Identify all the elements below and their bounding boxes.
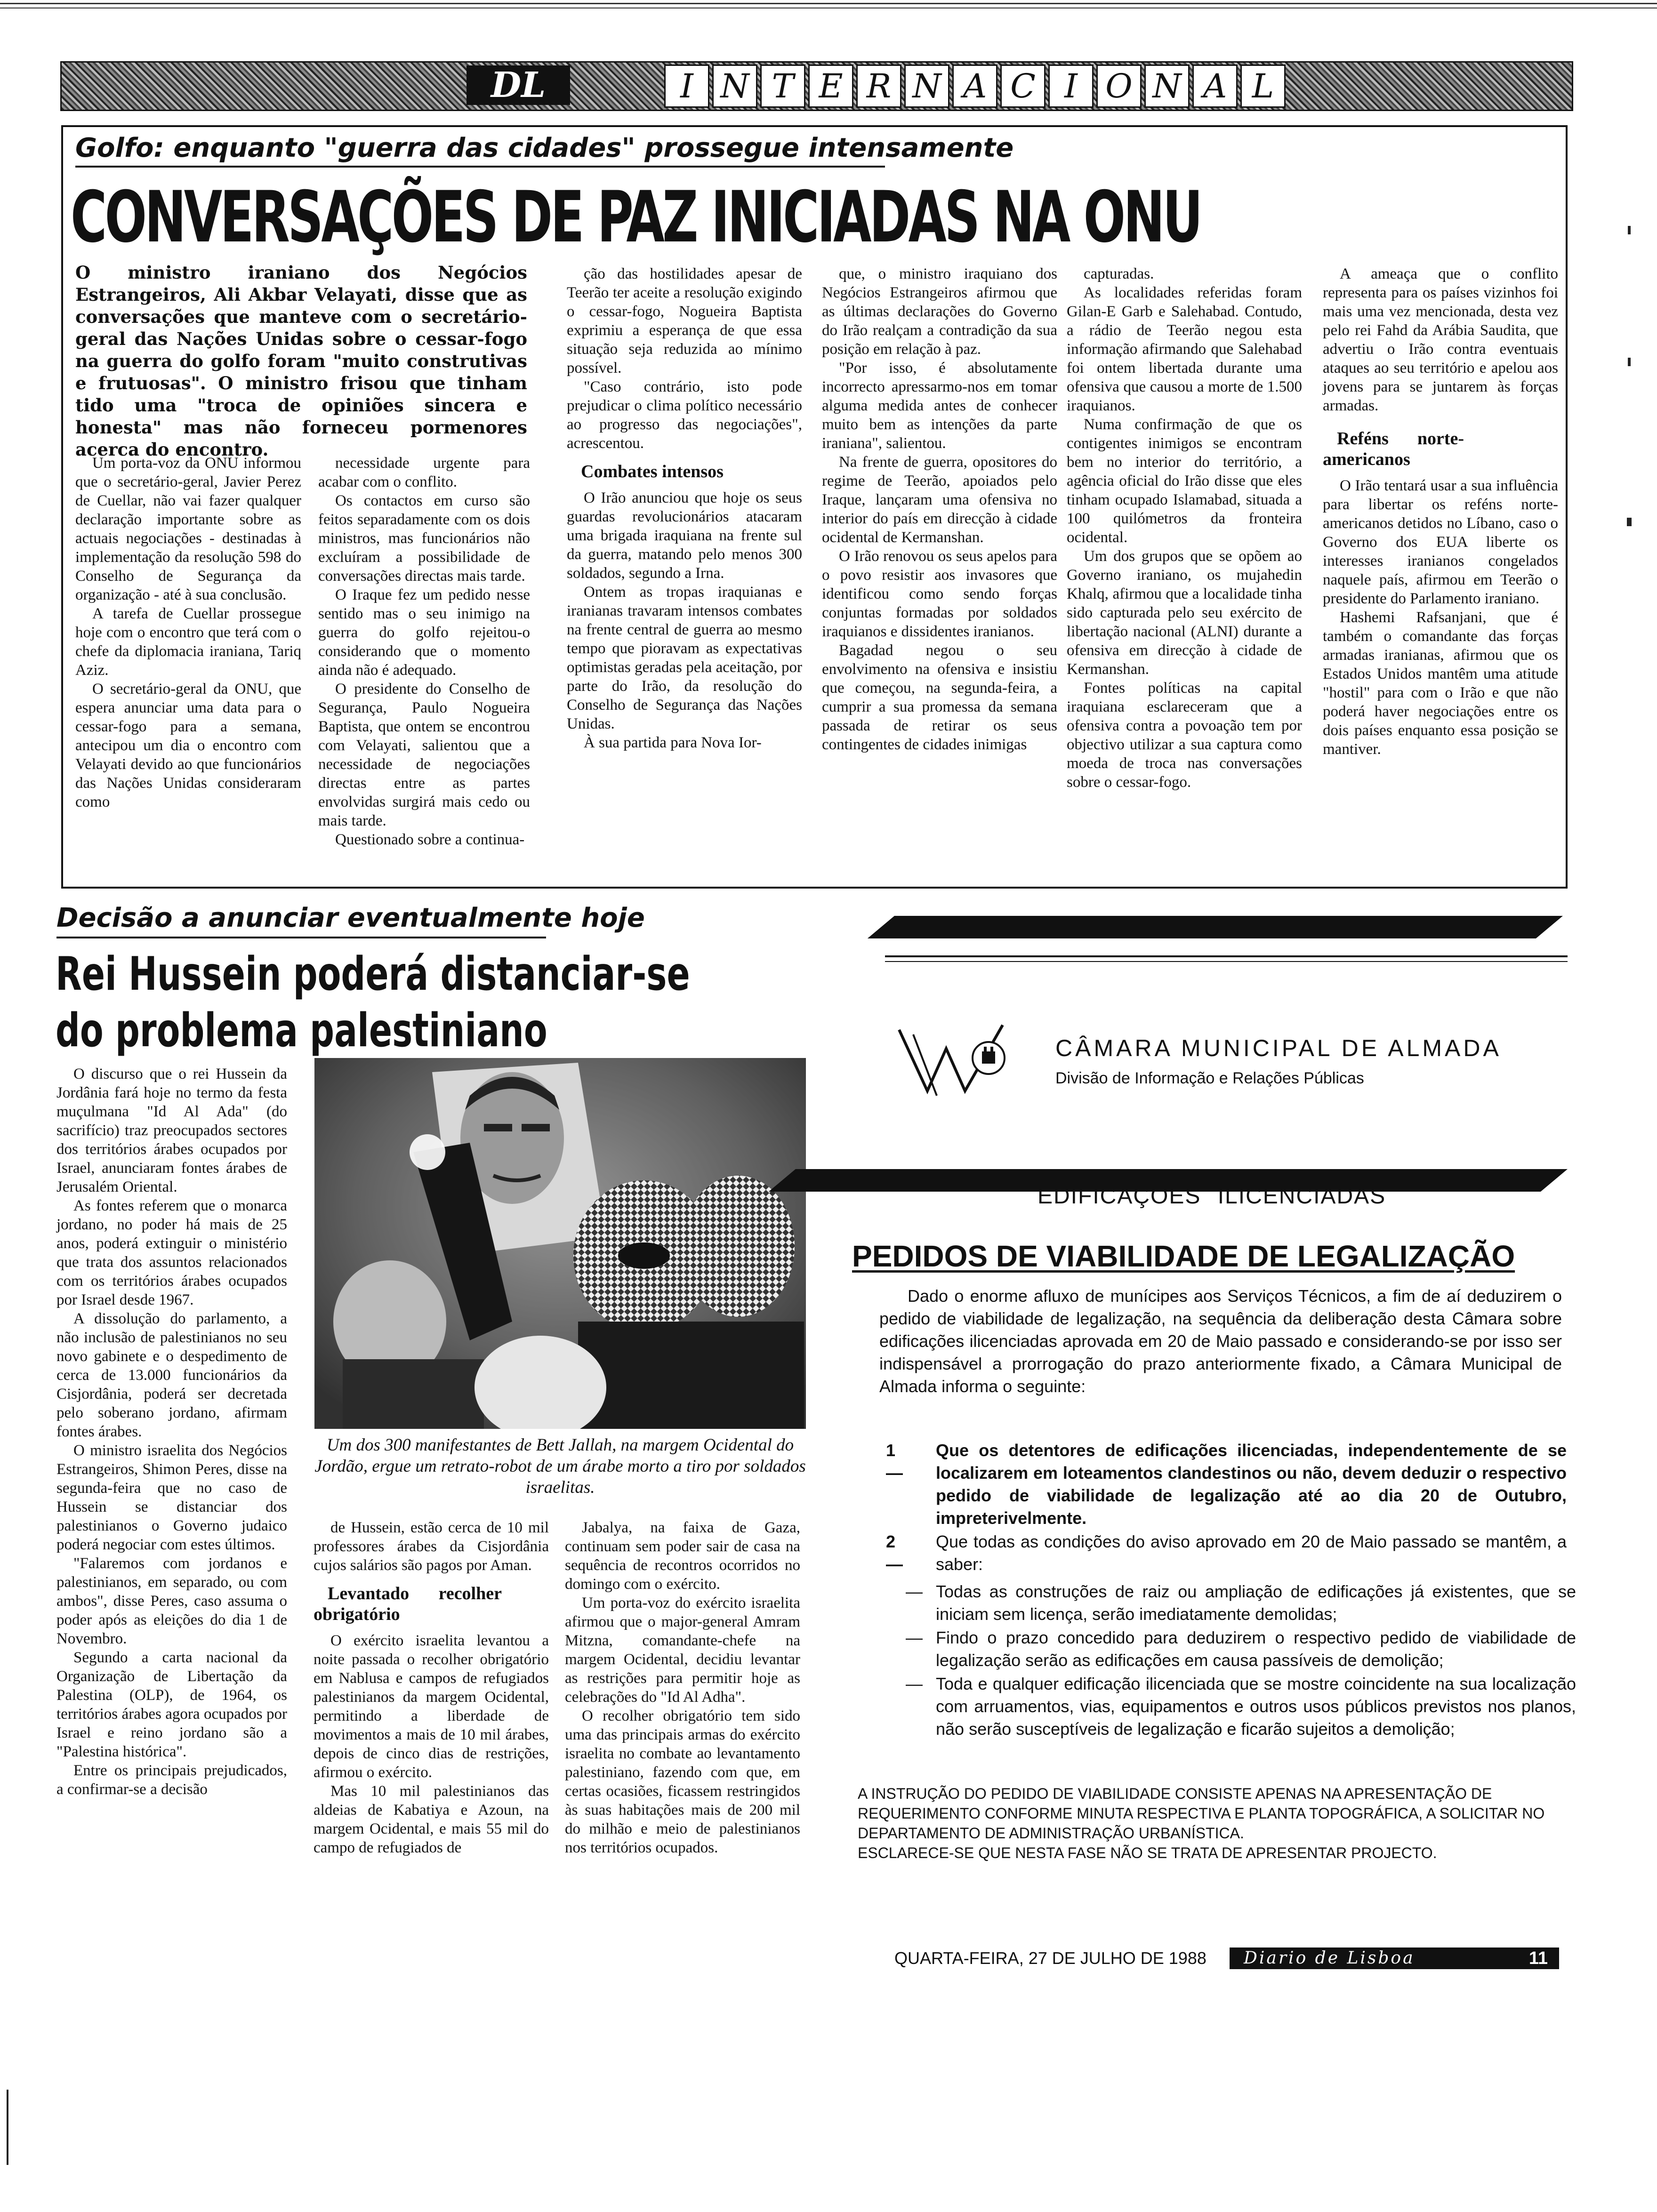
page-number: 11 xyxy=(1528,1948,1548,1968)
section-letter: I xyxy=(664,64,709,108)
paragraph: Bagadad negou o seu envolvimento na ofensiva e insistiu que começou, na segunda-feira, a cumprir a sua promessa da semana passada de retirar os seus contingentes de cidades inimigas xyxy=(822,642,1057,753)
paragraph: O secretário-geral da ONU, que espera anunciar uma data para o cessar-fogo para a semana, antecipou um dia o encontro com Velayati devido ao que funcionários das Nações Unidas consideraram como xyxy=(75,681,301,810)
article2-kicker: Decisão a anunciar eventualmente hoje xyxy=(56,903,645,933)
section-letter: R xyxy=(856,64,901,108)
paragraph: Hashemi Rafsanjani, que é também o comandante das forças armadas iranianas, afirmou que os Estados Unidos mantêm uma atitude "hostil" para com o Irão e que não poderá haver negociações entre os dois países enquanto essa posição se mantiver. xyxy=(1323,609,1558,758)
subitem-text: Toda e qualquer edificação ilicenciada que se mostre coincidente na sua localização com arruamentos, vias, equipamentos e outros usos públicos previstos nos planos, não serão susceptíveis de legalização e ficarão sujeitos a demolição; xyxy=(936,1674,1576,1739)
article2-headline xyxy=(56,946,690,1059)
paragraph: "Por isso, é absolutamente incorrecto apressarmo-nos em tomar alguma medida antes de conhecer muito bem as intenções da parte iraniana", salientou. xyxy=(822,360,1057,452)
ad-note-text: A INSTRUÇÃO DO PEDIDO DE VIABILIDADE CONSISTE APENAS NA APRESENTAÇÃO DE REQUERIMENTO CONFORME MINUTA RESPECTIVA E PLANTA TOPOGRÁFICA, A SOLICITAR NO DEPARTAMENTO DE ADMINISTRAÇÃO URBANÍSTICA. xyxy=(858,1785,1545,1842)
paragraph: Questionado sobre a continua- xyxy=(335,831,525,848)
dash: — xyxy=(906,1674,923,1693)
ad-kicker: EDIFICAÇÕES ILICENCIADAS xyxy=(1038,1184,1386,1209)
scan-speck xyxy=(1627,518,1632,526)
paragraph: capturadas. xyxy=(1084,265,1154,282)
article1-kicker: Golfo: enquanto "guerra das cidades" prossegue intensamente xyxy=(75,133,1014,163)
ad-organization: CÂMARA MUNICIPAL DE ALMADA xyxy=(1055,1035,1502,1061)
paragraph: Jabalya, na faixa de Gaza, continuam sem poder sair de casa na sequência de recontros ocorridos no domingo com o exército. xyxy=(565,1519,800,1593)
paragraph: O Irão anunciou que hoje os seus guardas revolucionários atacaram uma brigada iraquiana na frente sul da guerra, matando pelo menos 300 soldados, segundo a Irna. xyxy=(567,489,802,582)
ad-division: Divisão de Informação e Relações Públicas xyxy=(1055,1069,1364,1087)
paragraph: O presidente do Conselho de Segurança, Paulo Nogueira Baptista, que ontem se encontrou com Velayati, salientou que a necessidade de negociações directas entre as partes envolvidas surgirá mais cedo ou mais tarde. xyxy=(318,681,530,829)
paragraph: O Iraque fez um pedido nesse sentido mas o seu inimigo na guerra do golfo rejeitou-o considerando que o momento ainda não é adequado. xyxy=(318,586,530,679)
paragraph: Entre os principais prejudicados, a confirmar-se a decisão xyxy=(56,1762,287,1798)
paragraph: ção das hostilidades apesar de Teerão ter aceite a resolução exigindo o cessar-fogo, Nogueira Baptista exprimiu a esperança de que essa situação seja reduzida ao mínimo possível. xyxy=(567,265,802,377)
section-letter: L xyxy=(1240,64,1286,108)
paragraph: O ministro israelita dos Negócios Estrangeiros, Shimon Peres, disse na segunda-feira que no caso de Hussein se distanciar dos palestinianos o Governo judaico poderá negociar com estes últimos. xyxy=(56,1442,287,1553)
subhead-combates: Combates intensos xyxy=(581,462,724,481)
paragraph: Na frente de guerra, opositores do regime de Teerão, apoiados pelo Iraque, lançaram uma ofensiva no interior do país em direcção à cidade ocidental de Kermanshan. xyxy=(822,454,1057,546)
section-letter: C xyxy=(1000,64,1046,108)
article1-col5 xyxy=(1067,264,1302,792)
section-letter: I xyxy=(1048,64,1094,108)
section-letter: A xyxy=(952,64,997,108)
article1-col6 xyxy=(1323,264,1558,759)
section-letter: E xyxy=(808,64,853,108)
section-letter: T xyxy=(760,64,805,108)
article1-col3 xyxy=(567,264,802,752)
paragraph: "Caso contrário, isto pode prejudicar o clima político necessário ao progresso das negociações", acrescentou. xyxy=(567,378,802,452)
almada-crest-icon xyxy=(894,1020,1007,1105)
paragraph: Um porta-voz do exército israelita afirmou que o major-general Amram Mitzna, comandante-chefe na margem Ocidental, decidiu levantar as restrições para permitir hoje as celebrações do "Id Al Adha". xyxy=(565,1595,800,1706)
paragraph: O exército israelita levantou a noite passada o recolher obrigatório em Nablusa e campos de refugiados palestinianos da margem Ocidental, permitindo a liberdade de movimentos a mais de 10 mil árabes, depois de cinco dias de restrições, afirmou o exército. xyxy=(314,1632,549,1781)
article1-col4 xyxy=(822,264,1057,754)
paragraph: O recolher obrigatório tem sido uma das principais armas do exército israelita no combate ao levantamento palestiniano, fazendo com que, em certas ocasiões, ficassem restringidos às suas habitações mais de 200 mil do milhão e meio de palestinianos nos territórios ocupados. xyxy=(565,1707,800,1856)
section-letter: O xyxy=(1096,64,1142,108)
scan-speck xyxy=(1628,358,1631,366)
top-rule xyxy=(0,3,1657,4)
headline-line: Rei Hussein poderá distanciar-se xyxy=(56,947,690,1001)
ad-decor-line xyxy=(885,955,1568,957)
paragraph: necessidade urgente para acabar com o conflito. xyxy=(318,455,530,490)
footer-bar xyxy=(1230,1948,1559,1969)
scan-speck xyxy=(7,2090,8,2165)
item-number: 2 — xyxy=(886,1532,903,1574)
paragraph: Mas 10 mil palestinianos das aldeias de Kabatiya e Azoun, na margem Ocidental, e mais 55 mil do campo de refugiados de xyxy=(314,1783,549,1856)
paragraph: Os contactos em curso são feitos separadamente com os dois ministros, mas funcionários não excluíram a possibilidade de conversações directas mais tarde. xyxy=(318,492,530,585)
kicker-rule xyxy=(75,166,885,168)
paragraph: de Hussein, estão cerca de 10 mil professores árabes da Cisjordânia cujos salários são pagos por Aman. xyxy=(314,1519,549,1574)
paragraph: O Irão renovou os seus apelos para o povo resistir aos invasores que identificou como sendo forças conjuntas formadas por soldados iraquianos e dissidentes iranianos. xyxy=(822,548,1057,640)
ad-note-text: ESCLARECE-SE QUE NESTA FASE NÃO SE TRATA DE APRESENTAR PROJECTO. xyxy=(858,1844,1437,1861)
paragraph: O Irão tentará usar a sua influência para libertar os reféns norte-americanos detidos no Líbano, caso o Governo dos EUA liberte os interesses iranianos congelados naquele país, afirmou em Teerão o presidente do Parlamento iraniano. xyxy=(1323,477,1558,607)
article2-colA xyxy=(56,1065,287,1799)
section-title xyxy=(664,64,1288,108)
newspaper-logo: DL xyxy=(467,65,570,105)
kicker-rule xyxy=(56,937,546,938)
item-number: 1 — xyxy=(886,1441,903,1483)
article2-colC xyxy=(565,1518,800,1857)
ad-intro: Dado o enorme afluxo de munícipes aos Serviços Técnicos, a fim de aí deduzirem o pedido de viabilidade de legalização, na sequência da deliberação desta Câmara sobre edificações ilicenciadas aprovada em 20 de Maio passado e considerando-se por isso ser indispensável a prorrogação do prazo anteriormente fixado, a Câmara Municipal de Almada informa o seguinte: xyxy=(879,1286,1562,1396)
paragraph: Ontem as tropas iraquianas e iranianas travaram intensos combates na frente central de guerra ao mesmo tempo que pioravam as expectativas optimistas geradas pela aceitação, por parte do Irão, da resolução do Conselho de Segurança das Nações Unidas. xyxy=(567,584,802,732)
section-letter: A xyxy=(1192,64,1238,108)
scan-speck xyxy=(1628,226,1631,234)
dash: — xyxy=(906,1628,923,1647)
ad-note xyxy=(858,1784,1564,1863)
paragraph: As localidades referidas foram Gilan-E Garb e Salehabad. Contudo, a rádio de Teerão negou esta informação afirmando que Salehabad foi ontem libertada durante uma ofensiva que causou a morte de 1.500 iraquianos. xyxy=(1067,284,1302,414)
footer-date: QUARTA-FEIRA, 27 DE JULHO DE 1988 xyxy=(894,1948,1207,1968)
paragraph: Um porta-voz da ONU informou que o secretário-geral, Javier Perez de Cuellar, não vai fazer qualquer declaração importante sobre as actuais negociações - destinadas à implementação da resolução 598 do Conselho de Segurança da organização - até à sua conclusão. xyxy=(75,455,301,603)
news-photo xyxy=(314,1058,806,1429)
subhead-refens: Reféns norte-americanos xyxy=(1323,429,1464,469)
paragraph: O discurso que o rei Hussein da Jordânia fará hoje no termo da festa muçulmana "Id Al Ada" (do sacrifício) traz preocupados sectores dos territórios árabes ocupados por Israel, anunciaram fontes árabes de Jerusalém Oriental. xyxy=(56,1066,287,1195)
paragraph: As fontes referem que o monarca jordano, no poder há mais de 25 anos, poderá extinguir o ministério que trata dos assuntos relacionados com os territórios árabes ocupados por Israel desde 1967. xyxy=(56,1197,287,1308)
subitem-text: Todas as construções de raiz ou ampliação de edificações já existentes, que se iniciam sem licença, serão imediatamente demolidas; xyxy=(936,1582,1576,1624)
paragraph: que, o ministro iraquiano dos Negócios Estrangeiros afirmou que as últimas declarações do Governo do Irão realçam a contradição da sua posição em relação à paz. xyxy=(822,265,1057,358)
article1-headline: CONVERSAÇÕES DE PAZ INICIADAS NA ONU xyxy=(71,176,1201,258)
headline-line: do problema palestiniano xyxy=(56,1004,547,1058)
section-letter: N xyxy=(1144,64,1190,108)
article2-colB xyxy=(314,1518,549,1857)
article1-col2 xyxy=(318,454,530,849)
item-text: Que todas as condições do aviso aprovado em 20 de Maio passado se mantêm, a saber: xyxy=(936,1532,1567,1574)
paragraph: Fontes políticas na capital iraquiana esclareceram que a ofensiva contra a povoação tem por objectivo utilizar a sua captura como moeda de troca nas conversações sobre o cessar-fogo. xyxy=(1067,680,1302,791)
paragraph: "Falaremos com jordanos e palestinianos, em separado, ou com ambos", disse Peres, caso assuma o poder após as eleições do dia 1 de Novembro. xyxy=(56,1555,287,1647)
footer-paper-name: Diario de Lisboa xyxy=(1244,1948,1415,1968)
article1-col1 xyxy=(75,454,301,811)
ad-title: PEDIDOS DE VIABILIDADE DE LEGALIZAÇÃO xyxy=(852,1239,1515,1273)
paragraph: Um dos grupos que se opõem ao Governo iraniano, os mujahedin Khalq, afirmou que a localidade tinha sido capturada pelo seu exército de libertação nacional (ALNI) durante a ofensiva em direcção à cidade de Kermanshan. xyxy=(1067,548,1302,678)
paragraph: Segundo a carta nacional da Organização de Libertação da Palestina (OLP), de 1964, os territórios árabes agora ocupados por Israel e reino jordano são a "Palestina histórica". xyxy=(56,1649,287,1760)
section-banner xyxy=(60,61,1573,111)
section-letter: N xyxy=(712,64,757,108)
subitem-text: Findo o prazo concedido para deduzirem o respectivo pedido de viabilidade de legalização serão as edificações em causa passíveis de demolição; xyxy=(936,1628,1576,1670)
paragraph: Numa confirmação de que os contigentes inimigos se encontram bem no interior do território, a agência oficial do Irão disse que eles tinham ocupado Islamabad, situada a 100 quilómetros da fronteira ocidental. xyxy=(1067,416,1302,546)
dash: — xyxy=(906,1582,923,1601)
paragraph: A ameaça que o conflito representa para os países vizinhos foi mais uma vez mencionada, desta vez pelo rei Fahd da Arábia Saudita, que advertiu o Irão contra eventuais ataques ao seu território e apelou aos jovens para se juntarem às forças armadas. xyxy=(1323,265,1558,414)
section-letter: N xyxy=(904,64,949,108)
ad-decor-line xyxy=(885,961,1568,962)
paragraph: A dissolução do parlamento, a não inclusão de palestinianos no seu novo gabinete e o despedimento de cerca de 13.000 funcionários da Cisjordânia, poderá ser decretada pelo soberano jordano, afirmam fontes árabes. xyxy=(56,1310,287,1440)
item-text: Que os detentores de edificações ilicenciadas, independentemente de se localizarem em loteamentos clandestinos ou não, devem deduzir o respectivo pedido de viabilidade de legalização até ao dia 20 de Outubro, impreterivelmente. xyxy=(936,1441,1567,1528)
paragraph: À sua partida para Nova Ior- xyxy=(584,734,762,751)
ad-decor-bar xyxy=(868,916,1563,938)
article1-lead: O ministro iraniano dos Negócios Estrangeiros, Ali Akbar Velayati, disse que as conversações que manteve com o secretário-geral das Nações Unidas sobre o cessar-fogo na guerra do golfo foram "muito construtivas e frutuosas". O ministro frisou que tinham tido uma "troca de opiniões sincera e honesta" mas não forneceu pormenores acerca do encontro. xyxy=(75,262,527,460)
paragraph: A tarefa de Cuellar prossegue hoje com o encontro que terá com o chefe da diplomacia iraniana, Tariq Aziz. xyxy=(75,605,301,679)
photo-caption: Um dos 300 manifestantes de Bett Jallah, na margem Ocidental do Jordão, ergue um retrato-robot de um árabe morto a tiro por soldados israelitas. xyxy=(314,1435,806,1497)
subhead-recolher: Levantado recolher obrigatório xyxy=(314,1584,502,1624)
